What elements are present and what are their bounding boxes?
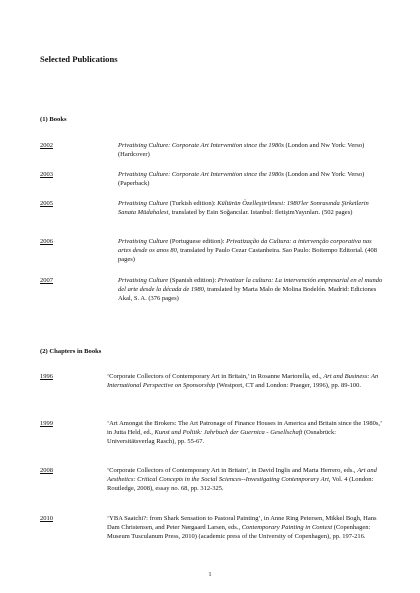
entry-text (107, 419, 384, 446)
entry-text (118, 276, 386, 303)
entry-plain-text: (Turkish edition): (168, 200, 218, 207)
entry-year: 1996 (40, 373, 53, 380)
entry-plain-text: , translated by Marta Malo de Molina Bodelón. Madrid: Ediciones Akal, S. A. (376 pages) (118, 286, 377, 302)
entry-year: 2008 (40, 467, 53, 474)
entry-plain-text: , Vol. 4 (London: Routledge, 2008), essay no. 68, pp. 312-325. (107, 476, 374, 492)
entry-title-text: Kültürün Özelleştirilmesi: 1980'ler Sonrasında Şirketlerin Sanata Müdahalesi (118, 200, 369, 216)
entry-plain-text: (Portuguese edition): (168, 238, 227, 245)
entry-text (118, 170, 386, 188)
entry-plain-text: , translated by Paulo Cezar Castanheira. Sao Paulo: Boitempo Editorial. (408 pages) (118, 247, 378, 263)
entry-title-text: Kunst und Politik: Jahrbuch der Guernica - Gesellschaft (154, 429, 303, 436)
entry-text (118, 237, 386, 264)
books-heading: (1) Books (40, 116, 67, 123)
entry-title-text: Privatizar la cultura: La intervención empresarial en el mundo del arte desde la década de 1980 (118, 277, 383, 293)
entry-plain-text: ‘Corporate Collectors of Contemporary Art in Britain,’ in Rosanne Martorella, ed., (107, 373, 324, 380)
entry-text (118, 141, 386, 159)
entry-title-text: Privatising Culture (118, 277, 169, 284)
entry-year: 2002 (40, 142, 53, 149)
entry-plain-text: (Spanish edition): (168, 277, 218, 284)
entry-plain-text: (Westport, CT and London: Praeger, 1996), pp. 89-100. (215, 382, 362, 389)
entry-title-text: Privatização da Cultura: a intervenção corporativa nas artes desde os anos 80 (118, 238, 372, 254)
entry-plain-text: ‘Corporate Collectors of Contemporary Art in Britain’, in David Inglis and Marta Herrero, eds., (107, 467, 358, 474)
entry-plain-text: ‘Art Amongst the Brokers: The Art Patronage of Finance Houses in America and Britain since the 1980s,’ in Jutta Held, ed., (107, 420, 382, 436)
entry-title-text: Privatising Culture: Corporate Art Intervention since the 1980s (118, 171, 284, 178)
entry-plain-text: (Copenhagen: Museum Tusculanum Press, 2010) (academic press of the University of Copenhagen), pp. 197-216. (107, 524, 371, 540)
entry-text (107, 514, 384, 541)
entry-title-text: Privatising Culture (118, 238, 169, 245)
entry-year: 2006 (40, 238, 53, 245)
entry-plain-text: , translated by Esin Soğancılar. Istanbul: IletişimYayınları. (502 pages) (168, 209, 353, 216)
page-number: 1 (208, 572, 212, 578)
chapters-heading: (2) Chapters in Books (40, 348, 102, 355)
entry-title-text: Contemporary Painting in Context (241, 524, 333, 531)
entry-title-text: Privatising Culture (118, 200, 169, 207)
entry-title-text: Art and Aesthetics: Critical Concepts in the Social Sciences--Investigating Contemporary Art (107, 467, 377, 483)
entry-text (107, 466, 384, 493)
entry-year: 1999 (40, 420, 53, 427)
entry-title-text: Art and Business: An International Perspective on Sponsorship (107, 373, 379, 389)
entry-year: 2003 (40, 171, 53, 178)
entry-year: 2005 (40, 200, 53, 207)
entry-text (107, 372, 384, 390)
entry-title-text: Privatising Culture: Corporate Art Intervention since the 1980s (118, 142, 284, 149)
entry-plain-text: (London and Nw York: Verso) (Paperback) (118, 171, 365, 187)
entry-plain-text: ‘YBA Saatchi?: from Shark Sensation to Pastoral Painting’, in Anne Ring Petersen, Mikkel Bogh, Hans Dam Christensen, and Peter Nørgaard Larsen, eds., (107, 515, 377, 531)
entry-plain-text: (Osnabrück: Universitätsverlag Rasch), pp. 55-67. (107, 429, 337, 445)
entry-plain-text: (London and Nw York: Verso) (Hardcover) (118, 142, 365, 158)
entry-year: 2007 (40, 277, 53, 284)
entry-year: 2010 (40, 515, 53, 522)
page-title: Selected Publications (40, 54, 118, 64)
entry-text (118, 199, 386, 217)
